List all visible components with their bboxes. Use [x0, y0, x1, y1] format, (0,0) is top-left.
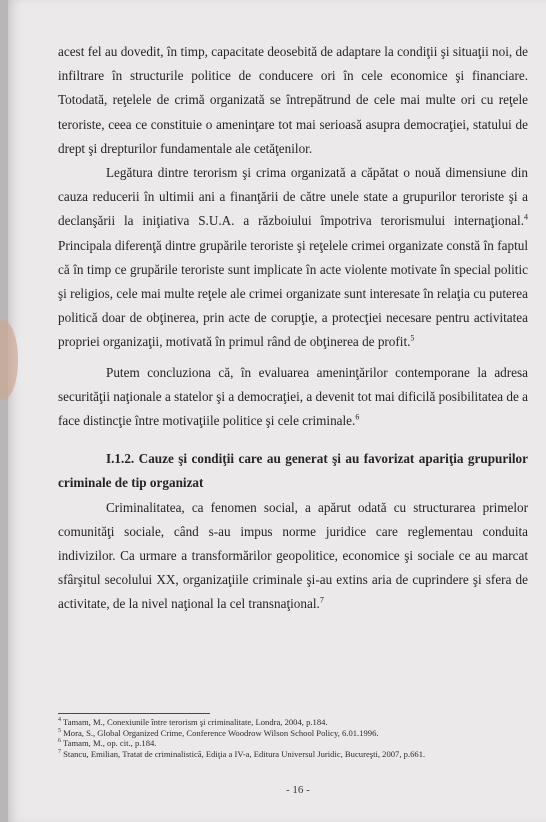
- paragraph-4: [58, 496, 528, 617]
- paragraph-2: [58, 161, 528, 355]
- footnote-number: 7: [58, 748, 61, 755]
- body-text: [58, 40, 528, 617]
- finger-shadow: [0, 320, 18, 400]
- section-heading: I.1.2. Cauze şi condiţii care au generat şi au favorizat apariţia grupurilor criminale de tip organizat: [58, 451, 528, 491]
- footnote-7: [58, 749, 528, 760]
- footnote-6: [58, 738, 528, 749]
- footnote-text: Mora, S., Global Organized Crime, Conference Woodrow Wilson School Policy, 6.01.1996.: [63, 727, 379, 738]
- footnote-number: 6: [58, 738, 61, 745]
- paragraph-1: acest fel au dovedit, în timp, capacitate deosebită de adaptare la condiţii şi situaţii noi, de infiltrare în structurile politice de conducere ori în cele economice şi financiare. Totodată, reţelele de crimă organizată se întrepătrund de cele mai multe ori cu reţele teroriste, ceea ce constituie o ameninţare tot mai serioasă asupra democraţiei, statului de drept şi drepturilor fundamentale ale cetăţenilor.: [58, 44, 528, 156]
- footnote-ref-4[interactable]: 4: [524, 213, 528, 223]
- footnote-text: Tamam, M., op. cit., p.184.: [63, 738, 157, 749]
- paragraph-2-part-b: Principala diferenţă dintre grupările teroriste şi reţelele crimei organizate constă în faptul că în timp ce grupările teroriste sunt implicate în acte violente motivate în special politic şi religios, cele mai multe reţele ale crimei organizate sunt interesate în relaţia cu puterea politică doar de obţinerea, prin acte de corupţie, a protecţiei necesare pentru activitatea propriei organizaţii, motivată în primul rând de obţinerea de profit.: [58, 237, 528, 350]
- paragraph-4-text: Criminalitatea, ca fenomen social, a apărut odată cu structurarea primelor comunităţi sociale, când s-au impus norme juridice care reglementau conduita indivizilor. Ca urmare a transformărilor geopolitice, economice şi sociale ce au marcat sfârşitul secolului XX, organizaţiile criminale şi-au extins aria de cuprindere şi sfera de activitate, de la nivel naţional la cel transnaţional.: [58, 499, 528, 612]
- footnote-4: [58, 717, 528, 728]
- paragraph-3-text: Putem concluziona că, în evaluarea ameninţărilor contemporane la adresa securităţii naţionale a statelor şi a democraţiei, a devenit tot mai dificilă posibilitatea de a face distincţie între motivaţiile politice şi cele criminale.: [58, 364, 528, 429]
- footnote-ref-6[interactable]: 6: [355, 412, 360, 422]
- footnote-text: Stancu, Emilian, Tratat de criminalistică, Ediţia a IV-a, Editura Universul Juridic, Bucureşti, 2007, p.661.: [63, 748, 426, 759]
- footnote-text: Tamam, M., Conexiunile între terorism şi criminalitate, Londra, 2004, p.184.: [63, 717, 328, 727]
- footnote-number: 5: [58, 727, 61, 734]
- footnote-number: 4: [58, 717, 61, 724]
- footnote-ref-5[interactable]: 5: [410, 334, 415, 344]
- paragraph-3: [58, 361, 528, 434]
- footnote-ref-7[interactable]: 7: [319, 596, 324, 606]
- footnotes: [58, 717, 528, 759]
- footnote-separator: [58, 713, 210, 714]
- footnote-5: [58, 728, 528, 739]
- page-number: - 16 -: [286, 784, 310, 796]
- paragraph-2-part-a: Legătura dintre terorism şi crima organizată a căpătat o nouă dimensiune din cauza reducerii în ultimii ani a finanţării de către unele state a grupurilor teroriste şi a declanşării la iniţiativa S.U.A. a războiului împotriva terorismului internaţional.: [58, 165, 528, 229]
